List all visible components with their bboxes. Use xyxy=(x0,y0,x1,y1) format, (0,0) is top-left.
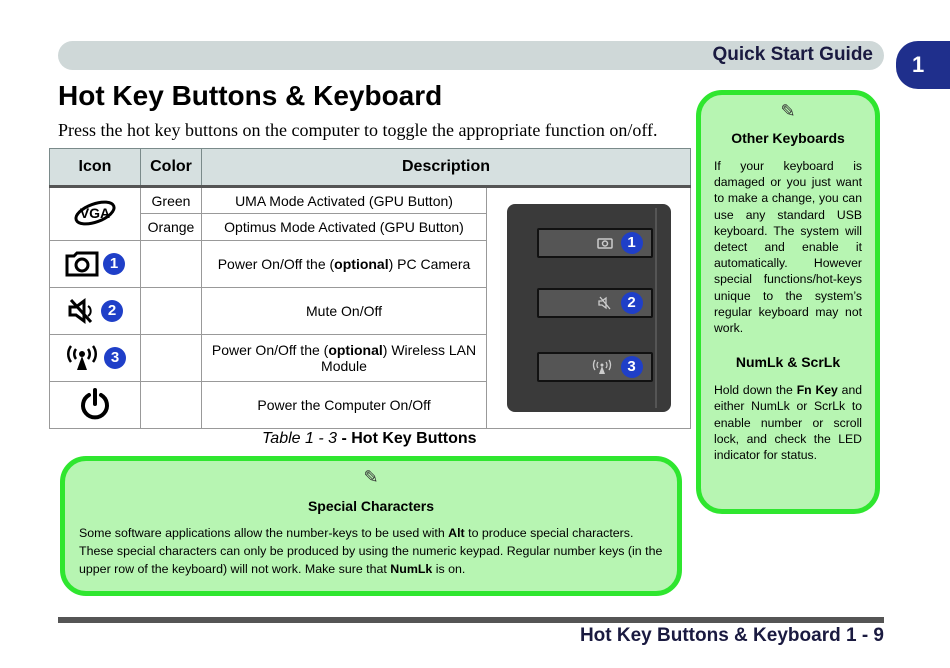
color-empty xyxy=(141,335,202,382)
desc-camera: Power On/Off the (optional) PC Camera xyxy=(202,241,487,288)
color-empty xyxy=(141,241,202,288)
other-keyboards-note xyxy=(696,90,880,514)
col-header-color: Color xyxy=(141,149,202,187)
hot-key-table xyxy=(49,148,691,429)
numlk-text: Hold down the Fn Key and either NumLk or ScrLk to enable number or scroll lock, and check the LED indicator for status. xyxy=(714,383,862,463)
chapter-tab[interactable]: 1 xyxy=(896,41,950,89)
badge-3: 3 xyxy=(104,347,126,369)
special-characters-title: Special Characters xyxy=(307,498,435,514)
desc-optimus-mode: Optimus Mode Activated (GPU Button) xyxy=(202,214,487,241)
special-characters-text: Some software applications allow the number-keys to be used with Alt to produce special characters. These special characters can only be produced by using the numeric keypad. Regular number keys (in the upper row of the keyboard) will not work. Make sure that NumLk is on. xyxy=(79,526,663,576)
keyboard-image-cell xyxy=(487,187,691,429)
color-empty xyxy=(141,382,202,429)
color-empty xyxy=(141,288,202,335)
power-icon-cell xyxy=(50,382,141,429)
wlan-icon-cell xyxy=(50,335,141,382)
table-caption: Table 1 - 3 - Hot Key Buttons xyxy=(262,430,477,447)
camera-icon xyxy=(597,237,613,249)
col-header-description: Description xyxy=(202,149,691,187)
header-title: Quick Start Guide xyxy=(712,44,873,65)
other-keyboards-text: If your keyboard is damaged or you just want to make a change, you can use any standard USB keyboard. The system will detect and enable it automatically. However special functions/hot-keys unique to the system’s regular keyboard may not work. xyxy=(714,159,862,336)
kb-badge-3: 3 xyxy=(621,356,643,378)
kb-mute-key xyxy=(537,288,653,318)
page-title: Hot Key Buttons & Keyboard xyxy=(58,80,443,111)
badge-1: 1 xyxy=(103,253,125,275)
hot-key-panel-image xyxy=(507,204,671,412)
color-green: Green xyxy=(141,187,202,214)
wireless-icon xyxy=(64,344,100,372)
panel-edge xyxy=(655,208,657,408)
other-keyboards-title: Other Keyboards xyxy=(731,130,845,146)
desc-uma-mode: UMA Mode Activated (GPU Button) xyxy=(202,187,487,214)
badge-2: 2 xyxy=(101,300,123,322)
desc-mute: Mute On/Off xyxy=(202,288,487,335)
footer-line xyxy=(58,617,884,623)
vga-icon xyxy=(71,195,119,231)
kb-camera-key xyxy=(537,228,653,258)
numlk-title: NumLk & ScrLk xyxy=(735,354,841,371)
kb-wlan-key xyxy=(537,352,653,382)
mute-icon xyxy=(67,297,97,325)
camera-icon xyxy=(65,251,99,277)
power-icon xyxy=(79,388,111,420)
footer-text: Hot Key Buttons & Keyboard 1 - 9 xyxy=(579,625,884,646)
camera-icon-cell xyxy=(50,241,141,288)
special-characters-note xyxy=(60,456,682,596)
vga-icon-cell xyxy=(50,187,141,241)
mute-icon xyxy=(597,295,613,311)
color-orange: Orange xyxy=(141,214,202,241)
kb-badge-2: 2 xyxy=(621,292,643,314)
desc-power: Power the Computer On/Off xyxy=(202,382,487,429)
col-header-icon: Icon xyxy=(50,149,141,187)
vga-label: VGA xyxy=(79,204,111,221)
desc-wlan: Power On/Off the (optional) Wireless LAN Module xyxy=(202,335,487,382)
intro-text: Press the hot key buttons on the computer to toggle the appropriate function on/off. xyxy=(58,120,658,140)
pencil-icon: ✎ xyxy=(363,467,379,487)
wireless-icon xyxy=(591,359,613,375)
pencil-icon: ✎ xyxy=(780,101,796,121)
kb-badge-1: 1 xyxy=(621,232,643,254)
mute-icon-cell xyxy=(50,288,141,335)
